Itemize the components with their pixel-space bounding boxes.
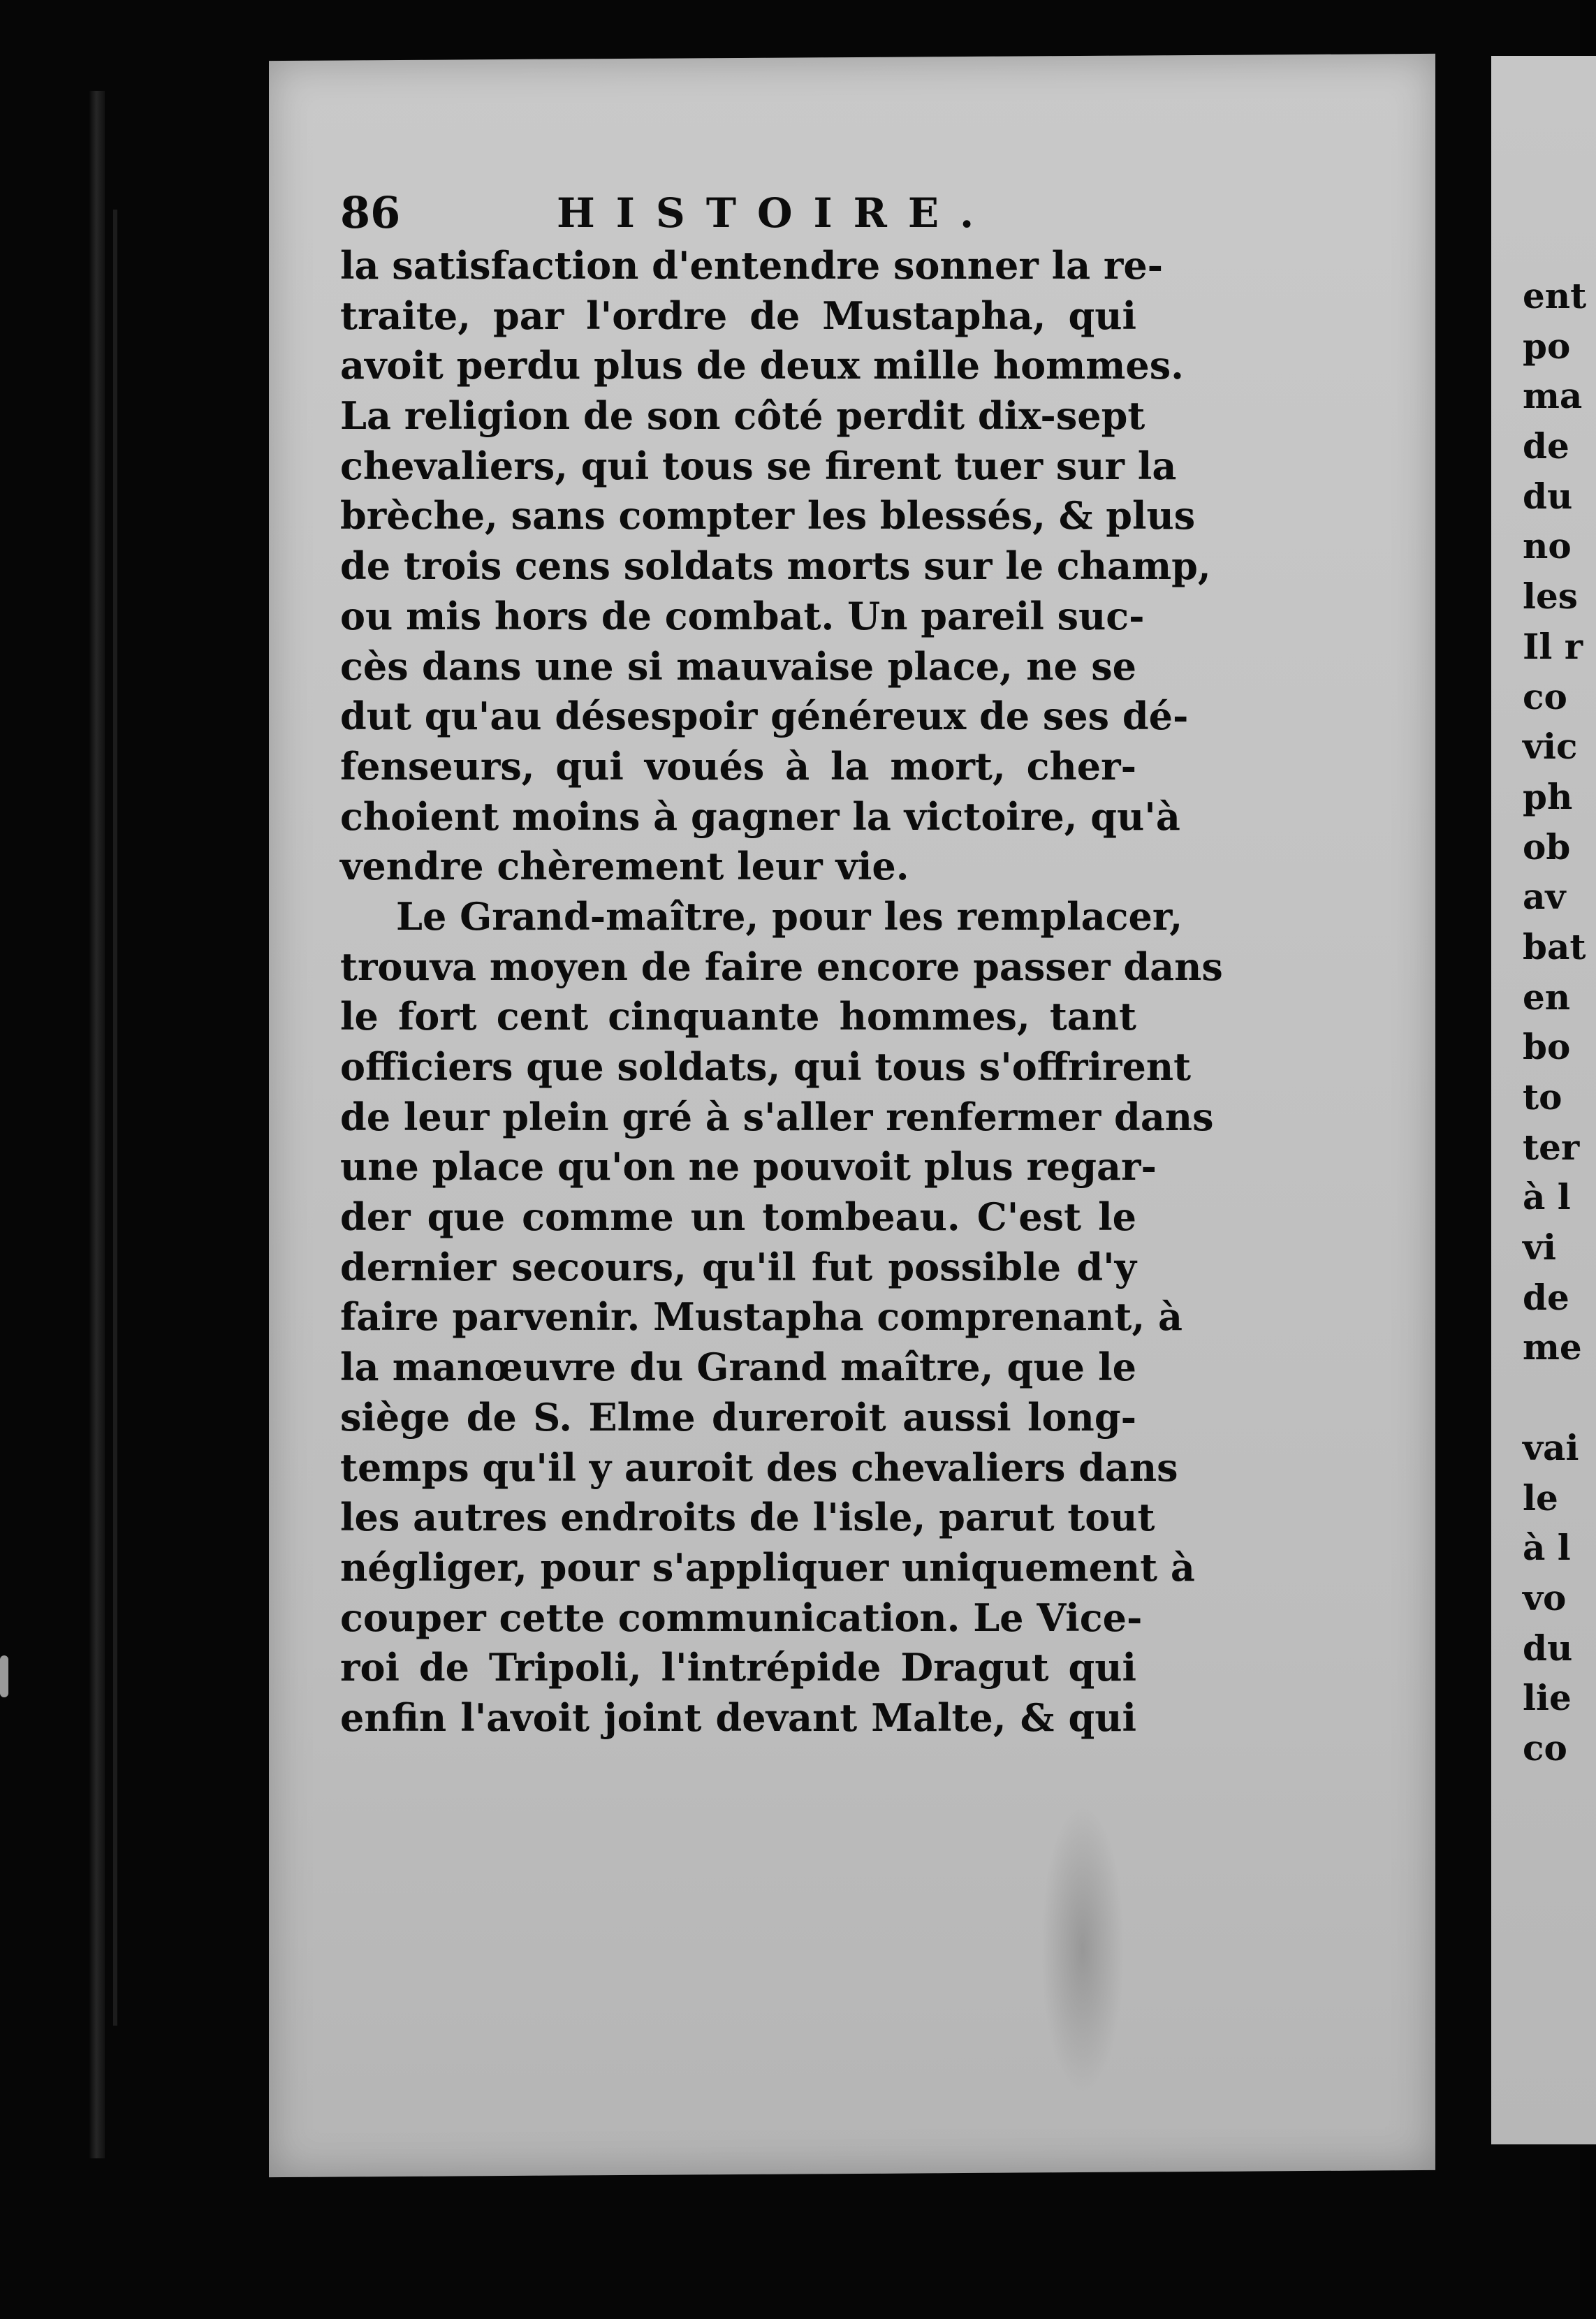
- text-line: négliger, pour s'appliquer uniquement à: [340, 1544, 1195, 1590]
- right-page-fragment: [1523, 1373, 1586, 1423]
- scan-speck: [0, 1655, 8, 1697]
- text-line: faire parvenir. Mustapha comprenant, à: [340, 1294, 1183, 1340]
- right-page-fragment: en: [1523, 976, 1571, 1018]
- text-line: la satisfaction d'entendre sonner la re-: [340, 243, 1164, 288]
- right-page-fragment: vai: [1523, 1426, 1579, 1468]
- right-page-fragment: vic: [1523, 726, 1578, 768]
- text-line: trouva moyen de faire encore passer dans: [340, 944, 1223, 989]
- right-page-fragment: ter: [1523, 1126, 1580, 1168]
- binding-edge: [89, 91, 105, 2158]
- text-line: Le Grand-maître, pour les remplacer,: [396, 893, 1183, 939]
- page-smudge: [1041, 1802, 1125, 2095]
- text-line: chevaliers, qui tous se firent tuer sur la: [340, 443, 1177, 488]
- right-page-fragment: lie: [1523, 1677, 1572, 1719]
- right-page-fragment: ma: [1523, 375, 1583, 417]
- right-page-fragment: bat: [1523, 926, 1586, 967]
- text-line: vendre chèrement leur vie.: [340, 844, 909, 889]
- text-line: une place qu'on ne pouvoit plus regar-: [340, 1144, 1157, 1190]
- text-line: cès dans une si mauvaise place, ne se: [340, 643, 1136, 689]
- text-line: siège de S. Elme dureroit aussi long-: [340, 1394, 1136, 1440]
- right-page-fragment: vo: [1523, 1577, 1567, 1618]
- text-line: dernier secours, qu'il fut possible d'y: [340, 1244, 1136, 1289]
- right-page-fragment: bo: [1523, 1026, 1571, 1068]
- right-page-fragment: ph: [1523, 775, 1573, 817]
- right-page-text: [1523, 271, 1586, 1773]
- right-page-fragment: to: [1523, 1076, 1562, 1118]
- page-content: [340, 185, 1409, 1743]
- right-page-fragment: de: [1523, 425, 1569, 467]
- right-page-fragment: à l: [1523, 1527, 1571, 1569]
- text-line: de leur plein gré à s'aller renfermer dans: [340, 1094, 1214, 1139]
- body-text: [340, 241, 1409, 1743]
- right-page-fragment: co: [1523, 1727, 1567, 1769]
- right-page-fragment: le: [1523, 1477, 1558, 1519]
- right-page-fragment: les: [1523, 576, 1578, 617]
- text-line: brèche, sans compter les blessés, & plus: [340, 493, 1196, 539]
- right-page-fragment: co: [1523, 675, 1567, 717]
- text-line: dut qu'au désespoir généreux de ses dé-: [340, 694, 1189, 739]
- right-page-fragment: po: [1523, 325, 1571, 367]
- binding-edge-inner: [113, 210, 117, 2026]
- text-line: enfin l'avoit joint devant Malte, & qui: [340, 1695, 1136, 1740]
- right-page-fragment: vi: [1523, 1227, 1557, 1268]
- text-line: traite, par l'ordre de Mustapha, qui: [340, 293, 1136, 338]
- running-head: HISTOIRE.: [557, 189, 995, 237]
- right-page-fragment: de: [1523, 1276, 1569, 1318]
- text-line: la manœuvre du Grand maître, que le: [340, 1345, 1136, 1390]
- text-line: temps qu'il y auroit des chevaliers dans: [340, 1444, 1178, 1490]
- page-header: [340, 185, 1409, 241]
- right-page-fragment: no: [1523, 525, 1572, 567]
- text-line: ou mis hors de combat. Un pareil suc-: [340, 593, 1145, 638]
- right-page-fragment: me: [1523, 1326, 1582, 1368]
- right-page-fragment: ent: [1523, 275, 1587, 316]
- text-line: choient moins à gagner la victoire, qu'à: [340, 793, 1180, 839]
- text-line: le fort cent cinquante hommes, tant: [340, 994, 1136, 1039]
- right-page-fragment: Il r: [1523, 625, 1583, 667]
- right-page-fragment: ob: [1523, 826, 1571, 868]
- text-line: der que comme un tombeau. C'est le: [340, 1194, 1136, 1240]
- right-page-fragment: du: [1523, 1627, 1573, 1669]
- text-line: fenseurs, qui voués à la mort, cher-: [340, 743, 1136, 789]
- text-line: de trois cens soldats morts sur le champ,: [340, 543, 1211, 589]
- text-line: La religion de son côté perdit dix-sept: [340, 393, 1145, 439]
- text-line: avoit perdu plus de deux mille hommes.: [340, 343, 1184, 388]
- text-line: roi de Tripoli, l'intrépide Dragut qui: [340, 1645, 1136, 1690]
- text-line: les autres endroits de l'isle, parut tout: [340, 1495, 1155, 1540]
- text-line: couper cette communication. Le Vice-: [340, 1595, 1143, 1640]
- right-page-fragment: du: [1523, 475, 1573, 517]
- page-number: 86: [340, 187, 401, 238]
- text-line: officiers que soldats, qui tous s'offrirent: [340, 1044, 1192, 1089]
- right-page-fragment: av: [1523, 876, 1566, 918]
- right-page-fragment: à l: [1523, 1176, 1571, 1218]
